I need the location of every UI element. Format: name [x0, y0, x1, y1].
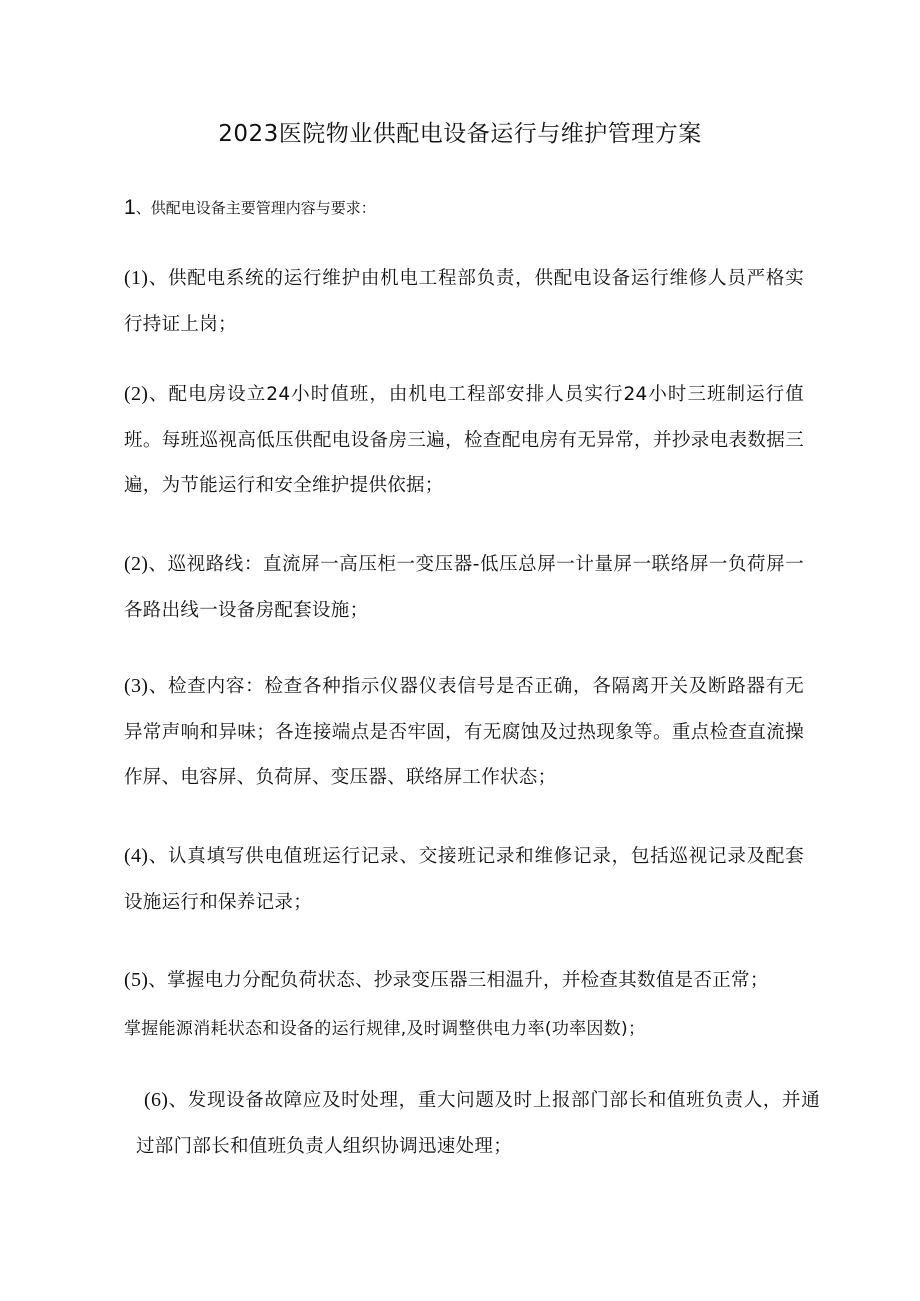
- paragraph-line-2: 掌握能源消耗状态和设备的运行规律,及时调整供电力率(功率因数)；: [124, 1019, 646, 1039]
- paragraph-5: [124, 834, 804, 925]
- section-heading-text: 、供配电设备主要管理内容与要求：: [135, 199, 376, 217]
- paragraph-text: 、发现设备故障应及时处理，重大问题及时上报部门部长和值班负责人，并通过部门部长和值班负责人组织协调迅速处理；: [136, 1090, 820, 1157]
- paragraph-marker: (3): [124, 675, 149, 697]
- section-heading: [124, 195, 376, 221]
- section-number: 1: [124, 196, 136, 219]
- paragraph-line-1: [124, 956, 804, 1005]
- paragraph-marker: (2): [124, 553, 149, 575]
- document-title: 2023医院物业供配电设备运行与维护管理方案: [218, 121, 702, 147]
- paragraph-text: 、掌握电力分配负荷状态、抄录变压器三相温升，并检查其数值是否正常；: [148, 970, 769, 991]
- paragraph-marker: (5): [124, 969, 149, 991]
- paragraph-marker: (2): [124, 383, 149, 405]
- paragraph-text: 、巡视路线：直流屏一高压柜一变压器-低压总屏一计量屏一联络屏一负荷屏一各路出线一设备房配套设施；: [124, 554, 804, 621]
- paragraph-text: 、供配电系统的运行维护由机电工程部负责，供配电设备运行维修人员严格实行持证上岗；: [124, 268, 804, 335]
- paragraph-text: 、认真填写供电值班运行记录、交接班记录和维修记录，包括巡视记录及配套设施运行和保养记录；: [124, 846, 804, 913]
- paragraph-3: [124, 542, 804, 633]
- paragraph-marker: (1): [124, 267, 149, 289]
- paragraph-1: [124, 256, 804, 347]
- paragraph-6: [124, 956, 804, 1053]
- paragraph-text: 、配电房设立24小时值班，由机电工程部安排人员实行24小时三班制运行值班。每班巡视高低压供配电设备房三遍，检查配电房有无异常，并抄录电表数据三遍，为节能运行和安全维护提供依据；: [124, 384, 804, 496]
- paragraph-2: [124, 372, 804, 509]
- paragraph-7: [136, 1078, 820, 1169]
- paragraph-marker: (4): [124, 845, 149, 867]
- paragraph-text: 、检查内容：检查各种指示仪器仪表信号是否正确，各隔离开关及断路器有无异常声响和异味；各连接端点是否牢固，有无腐蚀及过热现象等。重点检查直流操作屏、电容屏、负荷屏、变压器、联络屏工作状态；: [124, 676, 804, 788]
- paragraph-marker: (6): [144, 1089, 169, 1111]
- paragraph-4: [124, 664, 804, 801]
